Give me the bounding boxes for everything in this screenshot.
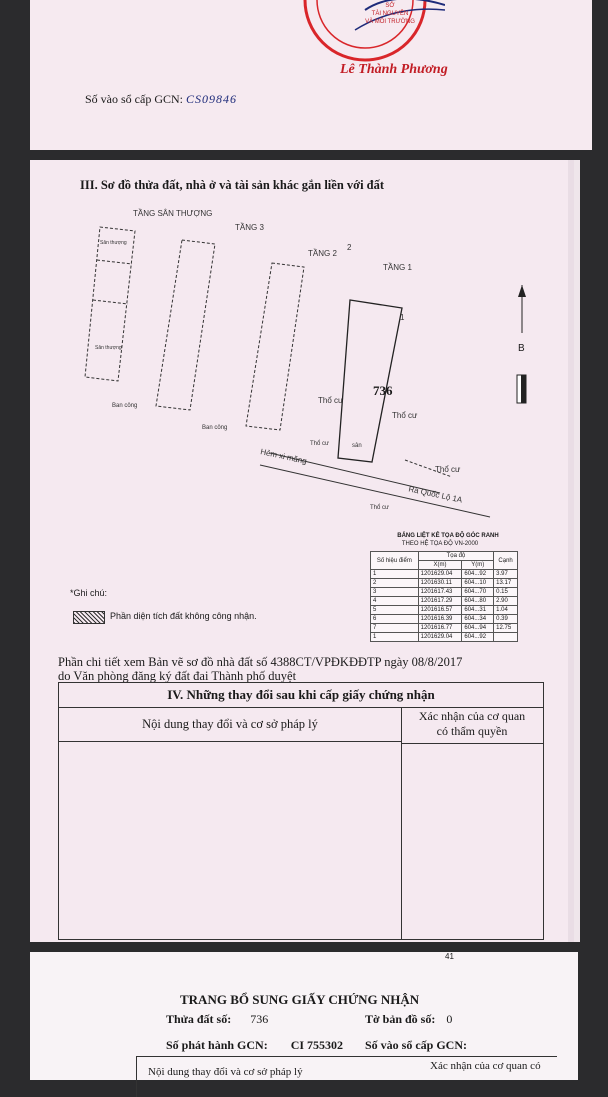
coord-row (371, 588, 518, 597)
page-number: 41 (445, 952, 454, 961)
coord-cell-y: 604...70 (462, 588, 494, 597)
seal-line-2: TÀI NGUYÊN (371, 11, 409, 17)
coord-cell-canh: 13.17 (494, 579, 518, 588)
note-title: *Ghi chú: (70, 588, 108, 598)
coord-row (371, 606, 518, 615)
coord-cell-x: 1201616.39 (418, 615, 462, 624)
coord-cell-pt: 1 (371, 570, 419, 579)
th-x: X(m) (418, 561, 462, 570)
coord-cell-canh: 0.15 (494, 588, 518, 597)
coord-cell-x: 1201629.04 (418, 633, 462, 642)
supplement-col2: Xác nhận của cơ quan có (430, 1060, 541, 1072)
gcn-number-line (85, 92, 237, 107)
floor-label-1: TẦNG 1 (383, 263, 412, 272)
vaoso-label: Số vào sổ cấp GCN: (365, 1038, 468, 1052)
label-tho-cu-3: Thổ cư (435, 465, 461, 474)
coord-cell-pt: 5 (371, 606, 419, 615)
th-y: Y(m) (462, 561, 494, 570)
label-san-thuong-1: Sân thượng (100, 240, 127, 246)
thua-value: 736 (250, 1012, 269, 1026)
coord-row (371, 570, 518, 579)
coord-cell-pt: 3 (371, 588, 419, 597)
coord-cell-x: 1201630.11 (418, 579, 462, 588)
coord-cell-canh: 3.97 (494, 570, 518, 579)
coord-row (371, 579, 518, 588)
th-coord: Tọa độ (418, 552, 493, 561)
coordinate-table (370, 551, 518, 642)
floor-label-3: TẦNG 3 (235, 223, 264, 232)
coord-cell-pt: 7 (371, 624, 419, 633)
coord-cell-canh: 1.04 (494, 606, 518, 615)
label-san: sân (352, 443, 362, 449)
label-hem: Hẻm xi măng (259, 447, 308, 466)
gcn-label: Số vào sổ cấp GCN: (85, 92, 183, 106)
th-edge: Cạnh (494, 552, 518, 570)
coord-cell-x: 1201629.04 (418, 570, 462, 579)
seal-line-1: SỞ (385, 3, 395, 9)
coord-cell-pt: 2 (371, 579, 419, 588)
label-ban-cong-2: Ban công (202, 425, 228, 431)
label-ranh-ql: Ra Quốc Lộ 1A (407, 484, 464, 505)
coord-cell-pt: 4 (371, 597, 419, 606)
coord-cell-canh (494, 633, 518, 642)
detail-line-1: Phần chi tiết xem Bản vẽ sơ đồ nhà đất số 4388CT/VPĐKĐĐTP ngày 08/8/2017 (58, 655, 463, 669)
label-tho-cu-5: Thổ cư (370, 505, 390, 511)
coord-cell-x: 1201616.77 (418, 624, 462, 633)
coord-cell-x: 1201617.43 (418, 588, 462, 597)
signer-name: Lê Thành Phương (340, 62, 448, 77)
label-tho-cu-4: Thổ cư (310, 441, 330, 447)
coord-cell-y: 604...92 (462, 633, 494, 642)
north-label: B (518, 343, 525, 354)
coord-cell-y: 604...94 (462, 624, 494, 633)
coord-table-title: BẢNG LIỆT KÊ TỌA ĐỘ GÓC RANH (397, 533, 499, 539)
to-label: Tờ bản đồ số: (365, 1012, 436, 1026)
coord-cell-x: 1201617.29 (418, 597, 462, 606)
supplement-col1: Nội dung thay đổi và cơ sở pháp lý (148, 1066, 303, 1078)
supplement-title: TRANG BỔ SUNG GIẤY CHỨNG NHẬN (180, 992, 420, 1007)
thua-label: Thửa đất số: (166, 1012, 232, 1026)
floor-label-2: TẦNG 2 (308, 249, 337, 258)
th-point: Số hiệu điểm (371, 552, 419, 570)
coord-cell-canh: 2.90 (494, 597, 518, 606)
hatch-legend-icon (73, 611, 105, 624)
certificate-main-page: III. Sơ đồ thửa đất, nhà ở và tài sản khác gắn liền với đất TẦNG SÂN THƯỢNG TẦNG 3 TẦNG 2 TẦNG 1 2 1 736 B Thổ cư Thổ cư Thổ cư Hẻm xi măng Ra Quốc Lộ 1A Ban công Ban công Sân thượng Sân thượng Thổ cư Thổ cư sân BẢNG LIỆT KÊ TỌA ĐỘ GÓC RANH THEO HỆ TỌA ĐỘ VN-2000 Số hiệu điểm Tọa độ Cạnh X(m) Y(m) 1 1201629.04 604...92 3.97 2 1201630.11 604...10 13.17 3 1201617.43 604...70 0.15 4 1201617.29 604...80 2.90 5 1201616.57 604...31 1.04 6 1201616.39 604...34 0.39 7 1201616.77 604...94 12.75 1 1201629.04 604...92 *Ghi chú: Phần diện tích đất không công nhận. Phần chi tiết xem Bản vẽ sơ đồ nhà đất số 4388CT/VPĐKĐĐTP ngày 08/8/2017 do Văn phòng đăng ký đất đai Thành phố duyệt IV. Những thay đổi sau khi cấp giấy chứng nhận Nội dung thay đổi và cơ sở pháp lý Xác nhận của cơ quan có thẩm quyền (30, 160, 568, 942)
coord-cell-pt: 6 (371, 615, 419, 624)
section-4-title: IV. Những thay đổi sau khi cấp giấy chứng nhận (59, 683, 543, 708)
coord-row (371, 597, 518, 606)
phathanh-value: CI 755302 (290, 1038, 344, 1052)
changes-col-content: Nội dung thay đổi và cơ sở pháp lý (59, 707, 401, 742)
changes-col-confirm: Xác nhận của cơ quan có thẩm quyền (401, 707, 543, 744)
coord-cell-canh: 0.39 (494, 615, 518, 624)
coord-table-subtitle: THEO HỆ TỌA ĐỘ VN-2000 (401, 541, 479, 547)
changes-table (58, 682, 544, 940)
certificate-top-page (30, 0, 592, 150)
supplement-page (30, 952, 578, 1080)
coord-cell-y: 604...92 (462, 570, 494, 579)
coord-cell-y: 604...34 (462, 615, 494, 624)
coord-row (371, 615, 518, 624)
floor-plan-drawing (60, 215, 540, 525)
seal-line-3: VÀ MÔI TRƯỜNG (365, 19, 415, 25)
coord-cell-x: 1201616.57 (418, 606, 462, 615)
label-tho-cu-1: Thổ cư (318, 396, 344, 405)
label-ban-cong-1: Ban công (112, 403, 138, 409)
coord-row (371, 624, 518, 633)
gcn-value: CS09846 (186, 92, 238, 106)
coord-rows (371, 570, 518, 642)
coord-row (371, 633, 518, 642)
to-value: 0 (446, 1012, 453, 1026)
coord-cell-y: 604...80 (462, 597, 494, 606)
coord-cell-pt: 1 (371, 633, 419, 642)
section-3-title: III. Sơ đồ thửa đất, nhà ở và tài sản khác gắn liền với đất (80, 178, 385, 192)
parcel-number: 736 (373, 383, 393, 398)
label-tho-cu-2: Thổ cư (392, 411, 418, 420)
note-legend: Phần diện tích đất không công nhận. (110, 611, 257, 621)
coord-cell-y: 604...31 (462, 606, 494, 615)
phathanh-label: Số phát hành GCN: (166, 1038, 268, 1052)
coord-cell-y: 604...10 (462, 579, 494, 588)
label-san-thuong-2: Sân thượng (95, 345, 122, 351)
detail-line-2: do Văn phòng đăng ký đất đai Thành phố duyệt (58, 669, 297, 683)
floor-label-rooftop: TẦNG SÂN THƯỢNG (133, 209, 213, 218)
coord-cell-canh: 12.75 (494, 624, 518, 633)
